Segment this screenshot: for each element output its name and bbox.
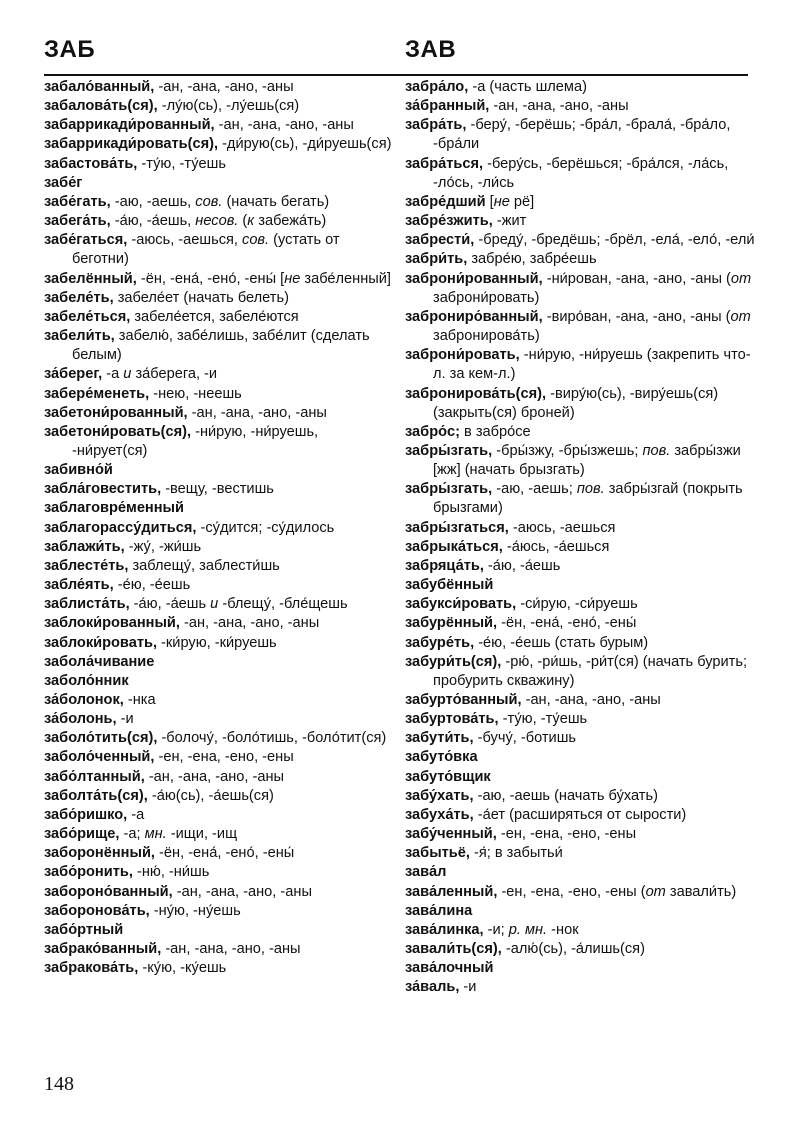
entry-text: -а́ю, -а́ешь: [129, 596, 211, 613]
entry-headword: за́бранный,: [405, 98, 490, 115]
entry-headword: забели́ть,: [44, 328, 115, 345]
entry-text: забры́зжи [жж] (начать брызгать): [433, 442, 745, 479]
dictionary-entry: [44, 289, 394, 308]
entry-text: -ан, -ана, -ано, -аны: [214, 117, 354, 134]
dictionary-entry: [405, 212, 755, 231]
dictionary-entry: [44, 385, 394, 404]
entry-text: забеле́ет (начать белеть): [113, 289, 289, 306]
entry-text: (: [238, 213, 248, 230]
entry-headword: забрако́ванный,: [44, 941, 162, 958]
entry-headword: зава́ленный,: [405, 883, 498, 900]
entry-headword: забастова́ть,: [44, 155, 138, 172]
dictionary-entry: [405, 710, 755, 729]
entry-text: забежа́ть): [254, 213, 327, 230]
dictionary-entry: [405, 193, 755, 212]
entry-headword: заболо́ченный,: [44, 749, 155, 766]
dictionary-entry: [405, 346, 755, 384]
dictionary-entry: [405, 921, 755, 940]
entry-text: -а́ю, -а́ешь,: [110, 213, 196, 230]
dictionary-entry: [44, 614, 394, 633]
entry-label: сов.: [195, 193, 223, 210]
left-column: [44, 78, 394, 978]
entry-text: -ищи, -ищ: [166, 826, 238, 843]
entry-headword: заблесте́ть,: [44, 557, 129, 574]
entry-headword: забивно́й: [44, 462, 113, 479]
dictionary-entry: [44, 135, 394, 154]
dictionary-entry: [405, 423, 755, 442]
entry-headword: за́болонь,: [44, 711, 117, 728]
dictionary-entry: [405, 538, 755, 557]
entry-text: -беру́, -берёшь; -бра́л, -брала́, -бра́ло, -бра́ли: [433, 117, 735, 153]
entry-text: -ан, -ана, -ано, -аны: [144, 768, 285, 785]
entry-text: -ан, -ана, -ано, -аны: [187, 404, 327, 421]
dictionary-entry: [44, 480, 394, 499]
entry-text: -ни́рую, -ни́руешь, -ни́рует(ся): [72, 423, 323, 459]
entry-headword: забо́рище,: [44, 826, 120, 843]
entry-text: -а́ет (расширяться от сырости): [473, 806, 687, 823]
entry-text: -нка: [123, 692, 156, 708]
entry-text: -аюсь, -аешься: [508, 519, 616, 536]
entry-label: и: [210, 596, 219, 613]
entry-headword: заборонова́ть,: [44, 902, 150, 919]
entry-headword: забрыка́ться,: [405, 538, 503, 555]
entry-text: -беру́сь, -берёшься; -бра́лся, -ла́сь, -ло́сь, -ли́сь: [433, 155, 733, 191]
entry-text: -ён, -ена́, -ено́, -ены́: [155, 845, 295, 862]
dictionary-entry: [405, 691, 755, 710]
entry-text: -ню́, -ни́шь: [132, 864, 210, 881]
entry-headword: забути́ть,: [405, 730, 474, 747]
entry-text: забе́ленный]: [300, 270, 391, 287]
entry-headword: забо́лтанный,: [44, 768, 145, 785]
dictionary-entry: [44, 883, 394, 902]
dictionary-entry: [44, 768, 394, 787]
dictionary-entry: [405, 768, 755, 787]
dictionary-entry: [44, 308, 394, 327]
dictionary-entry: [405, 825, 755, 844]
entry-headword: забурто́ванный,: [405, 692, 522, 708]
dictionary-entry: [405, 787, 755, 806]
dictionary-entry: [405, 385, 755, 423]
entry-text: в забро́се: [460, 423, 531, 440]
entry-headword: забурённый,: [405, 615, 498, 632]
dictionary-entry: [44, 519, 394, 538]
dictionary-entry: [405, 250, 755, 269]
entry-text: -виро́ван, -ана, -ано, -аны (: [542, 308, 731, 325]
entry-text: -ни́рован, -ана, -ано, -аны (: [542, 270, 731, 287]
entry-text: -аю, -аешь;: [492, 481, 577, 498]
entry-text: -нею, -неешь: [149, 385, 242, 402]
dictionary-entry: [405, 270, 755, 308]
dictionary-entry: [405, 844, 755, 863]
entry-text: -ну́ю, -ну́ешь: [149, 902, 241, 919]
entry-headword: забра́ло,: [405, 79, 469, 95]
entry-label: р. мн.: [508, 921, 548, 938]
entry-text: -блещу́, -бле́щешь: [218, 596, 348, 613]
entry-text: -е́ю, -е́ешь (стать бурым): [474, 634, 649, 651]
dictionary-entry: [44, 193, 394, 212]
entry-headword: заблоки́рованный,: [44, 615, 180, 632]
entry-headword: забе́гать,: [44, 193, 111, 210]
entry-text: -ни́рую, -ни́руешь (закрепить что-л. за кем-л.): [433, 347, 751, 383]
entry-text: -я́; в забытьи́: [469, 845, 563, 862]
dictionary-entry: [405, 959, 755, 978]
dictionary-entry: [44, 806, 394, 825]
dictionary-entry: [44, 212, 394, 231]
entry-text: -аюсь, -аешься,: [127, 232, 243, 249]
entry-text: -и: [116, 711, 134, 728]
dictionary-entry: [44, 499, 394, 518]
dictionary-entry: [405, 978, 755, 997]
entry-text: -ан, -ана, -ано, -аны: [161, 941, 301, 958]
entry-label: от: [730, 270, 752, 287]
dictionary-entry: [44, 174, 394, 193]
dictionary-entry: [405, 231, 755, 250]
running-head-left: ЗАБ: [44, 36, 96, 63]
entry-headword: забре́дший: [405, 193, 486, 210]
entry-headword: забетони́рованный,: [44, 404, 188, 421]
entry-text: рё]: [509, 193, 535, 210]
entry-label: пов.: [642, 442, 671, 459]
dictionary-entry: [44, 155, 394, 174]
dictionary-entry: [405, 748, 755, 767]
entry-headword: заблаговре́менный: [44, 500, 184, 517]
dictionary-entry: [405, 155, 755, 193]
dictionary-entry: [44, 97, 394, 116]
dictionary-entry: [405, 653, 755, 691]
entry-text: -бучу́, -ботишь: [473, 730, 577, 747]
entry-headword: забри́ть,: [405, 251, 468, 268]
entry-headword: заблиста́ть,: [44, 596, 130, 613]
dictionary-entry: [44, 327, 394, 365]
dictionary-entry: [405, 806, 755, 825]
entry-headword: зава́линка,: [405, 921, 484, 938]
dictionary-entry: [405, 902, 755, 921]
dictionary-entry: [44, 940, 394, 959]
entry-headword: завали́ть(ся),: [405, 941, 502, 958]
entry-headword: заблоки́ровать,: [44, 634, 157, 651]
entry-headword: заболта́ть(ся),: [44, 787, 148, 804]
entry-headword: забла́говестить,: [44, 481, 162, 498]
entry-headword: забороно́ванный,: [44, 883, 173, 900]
entry-headword: забу́ченный,: [405, 826, 497, 843]
dictionary-entry: [405, 576, 755, 595]
entry-text: -и;: [483, 921, 509, 938]
entry-headword: забеле́ть,: [44, 289, 114, 306]
entry-text: -ан, -ана, -ано, -аны: [489, 98, 629, 115]
entry-text: -а (часть шлема): [468, 79, 587, 95]
entry-label: сов.: [242, 232, 270, 249]
dictionary-entry: [405, 863, 755, 882]
dictionary-entry: [44, 653, 394, 672]
entry-headword: забро́с;: [405, 423, 460, 440]
entry-text: заблещу́, заблести́шь: [128, 557, 280, 574]
entry-headword: зава́лочный: [405, 960, 494, 977]
entry-headword: забу́хать,: [405, 787, 474, 804]
entry-text: -рю́, -ри́шь, -ри́т(ся) (начать бурить; пробурить скважину): [433, 653, 752, 689]
page-header: [44, 34, 748, 76]
entry-headword: забуто́вка: [405, 749, 478, 766]
dictionary-entry: [405, 519, 755, 538]
entry-headword: за́валь,: [405, 979, 460, 996]
dictionary-entry: [44, 78, 394, 97]
entry-headword: забаррикади́ровать(ся),: [44, 136, 219, 153]
entry-text: -ту́ю, -ту́ешь: [498, 711, 588, 728]
dictionary-entry: [405, 614, 755, 633]
entry-headword: заброниро́ванный,: [405, 308, 543, 325]
entry-headword: забуртова́ть,: [405, 711, 499, 728]
entry-headword: забе́гаться,: [44, 232, 128, 249]
entry-text: -ки́рую, -ки́руешь: [157, 634, 277, 651]
entry-text: завали́ть): [665, 883, 737, 900]
entry-headword: забури́ть(ся),: [405, 653, 502, 670]
dictionary-entry: [44, 921, 394, 940]
entry-headword: заблажи́ть,: [44, 538, 125, 555]
entry-text: -жит: [492, 213, 527, 230]
entry-headword: забо́ришко,: [44, 806, 128, 823]
dictionary-entry: [405, 78, 755, 97]
dictionary-entry: [44, 691, 394, 710]
entry-label: пов.: [576, 481, 605, 498]
entry-headword: забытьё,: [405, 845, 470, 862]
entry-headword: забле́ять,: [44, 577, 114, 594]
entry-text: -аю, -аешь (начать бу́хать): [473, 787, 658, 804]
entry-text: -ен, -ена, -ено, -ены: [154, 749, 294, 766]
entry-headword: забре́зжить,: [405, 213, 493, 230]
entry-headword: заболо́нник: [44, 672, 129, 689]
entry-headword: заболо́тить(ся),: [44, 730, 158, 747]
entry-text: -вещу, -вестишь: [161, 481, 274, 498]
entry-headword: заблагорассу́диться,: [44, 519, 197, 536]
entry-text: -а́юсь, -а́ешься: [502, 538, 610, 555]
right-column: [405, 78, 755, 998]
dictionary-entry: [44, 538, 394, 557]
entry-text: -болочу́, -боло́тишь, -боло́тит(ся): [157, 730, 387, 747]
entry-headword: за́болонок,: [44, 692, 124, 708]
dictionary-entry: [44, 423, 394, 461]
entry-text: забеле́ется, забеле́ются: [130, 308, 299, 325]
entry-text: -лу́ю(сь), -лу́ешь(ся): [157, 98, 300, 115]
entry-text: -си́рую, -си́руешь: [516, 596, 638, 613]
entry-text: -ан, -ана, -ано, -аны: [172, 883, 312, 900]
entry-text: -ку́ю, -ку́ешь: [138, 960, 227, 977]
dictionary-entry: [44, 710, 394, 729]
dictionary-entry: [44, 461, 394, 480]
entry-headword: забракова́ть,: [44, 960, 139, 977]
entry-text: -нок: [547, 921, 579, 938]
entry-text: -ан, -ана, -ано, -аны: [521, 692, 661, 708]
entry-text: за́берега, -и: [131, 366, 218, 383]
dictionary-entry: [44, 576, 394, 595]
dictionary-entry: [44, 729, 394, 748]
entry-text: (начать бегать): [222, 193, 330, 210]
entry-label: к: [247, 213, 255, 230]
dictionary-entry: [44, 863, 394, 882]
entry-text: забры́згай (покрыть брызгами): [433, 481, 747, 517]
dictionary-entry: [405, 595, 755, 614]
entry-headword: забало́ванный,: [44, 79, 155, 95]
entry-text: -алю́(сь), -а́лишь(ся): [501, 941, 645, 958]
entry-text: (устать от беготни): [72, 232, 344, 268]
dictionary-entry: [405, 883, 755, 902]
dictionary-entry: [44, 672, 394, 691]
entry-headword: забега́ть,: [44, 213, 111, 230]
dictionary-entry: [405, 729, 755, 748]
entry-headword: забо́ртный: [44, 921, 124, 938]
entry-text: -ён, -ена́, -ено́, -ены́ [: [136, 270, 285, 287]
entry-headword: заборонённый,: [44, 845, 155, 862]
entry-text: -ан, -ана, -ано, -аны: [179, 615, 320, 632]
entry-headword: забра́ть,: [405, 117, 467, 134]
entry-text: -жу́, -жи́шь: [124, 538, 202, 555]
entry-text: -ан, -ана, -ано, -аны: [154, 79, 294, 95]
entry-headword: забалова́ть(ся),: [44, 98, 158, 115]
entry-label: и: [123, 366, 132, 383]
entry-text: -а;: [119, 826, 145, 843]
dictionary-entry: [44, 231, 394, 269]
dictionary-entry: [405, 116, 755, 154]
dictionary-entry: [44, 595, 394, 614]
dictionary-entry: [405, 97, 755, 116]
entry-headword: за́берег,: [44, 366, 103, 383]
entry-headword: зава́л: [405, 864, 447, 881]
entry-label: не: [284, 270, 301, 287]
entry-text: -а́ю(сь), -а́ешь(ся): [147, 787, 274, 804]
page-number: 148: [44, 1073, 74, 1095]
entry-text: -ту́ю, -ту́ешь: [137, 155, 226, 172]
entry-text: -а: [102, 366, 124, 383]
dictionary-entry: [405, 442, 755, 480]
entry-headword: забра́ться,: [405, 155, 484, 172]
dictionary-entry: [44, 787, 394, 806]
entry-headword: забронирова́ть(ся),: [405, 385, 547, 402]
entry-headword: забубённый: [405, 577, 494, 594]
dictionary-entry: [44, 116, 394, 135]
entry-headword: заброни́рованный,: [405, 270, 543, 287]
entry-text: -су́дится; -су́дилось: [196, 519, 335, 536]
entry-headword: забры́згаться,: [405, 519, 509, 536]
entry-text: [: [485, 193, 494, 210]
entry-headword: забрести́,: [405, 232, 475, 249]
entry-headword: забелённый,: [44, 270, 137, 287]
dictionary-entry: [44, 825, 394, 844]
dictionary-entry: [405, 480, 755, 518]
dictionary-entry: [405, 557, 755, 576]
entry-headword: забуто́вщик: [405, 768, 491, 785]
entry-label: мн.: [144, 826, 167, 843]
entry-label: не: [493, 193, 510, 210]
entry-text: забронирова́ть): [433, 308, 755, 345]
entry-text: -бры́зжу, -бры́зжешь;: [492, 442, 643, 459]
dictionary-entry: [44, 844, 394, 863]
dictionary-entry: [44, 959, 394, 978]
dictionary-entry: [44, 634, 394, 653]
dictionary-entry: [44, 557, 394, 576]
entry-headword: забетони́ровать(ся),: [44, 423, 192, 440]
dictionary-entry: [44, 404, 394, 423]
entry-text: -а: [127, 806, 145, 823]
dictionary-entry: [405, 634, 755, 653]
entry-headword: забере́менеть,: [44, 385, 150, 402]
entry-text: -ён, -ена́, -ено́, -ены́: [497, 615, 637, 632]
entry-headword: забры́згать,: [405, 442, 493, 459]
dictionary-entry: [44, 270, 394, 289]
entry-text: -ди́рую(сь), -ди́руешь(ся): [218, 136, 392, 153]
entry-headword: забе́г: [44, 174, 83, 191]
entry-headword: забаррикади́рованный,: [44, 117, 215, 134]
entry-text: забелю́, забе́лишь, забе́лит (сделать белым): [72, 328, 374, 364]
entry-headword: зава́лина: [405, 902, 473, 919]
entry-headword: забеле́ться,: [44, 308, 131, 325]
entry-text: -а́ю, -а́ешь: [483, 557, 561, 574]
entry-text: -ен, -ена, -ено, -ены (: [497, 883, 646, 900]
dictionary-entry: [44, 902, 394, 921]
entry-text: -ен, -ена, -ено, -ены: [496, 826, 637, 843]
entry-label: от: [645, 883, 666, 900]
running-head-right: ЗАВ: [405, 36, 457, 63]
entry-text: заброни́ровать): [433, 270, 756, 306]
dictionary-entry: [405, 940, 755, 959]
entry-headword: забуре́ть,: [405, 634, 475, 651]
entry-text: забре́ю, забре́ешь: [467, 251, 597, 268]
entry-headword: забуха́ть,: [405, 806, 474, 823]
entry-label: несов.: [195, 213, 239, 230]
entry-headword: забры́згать,: [405, 481, 493, 498]
entry-headword: забо́ронить,: [44, 864, 133, 881]
entry-text: -аю, -аешь,: [110, 193, 196, 210]
dictionary-entry: [44, 365, 394, 384]
entry-text: -бреду́, -бредёшь; -брёл, -ела́, -ело́, -ели́: [474, 232, 755, 249]
entry-headword: заброни́ровать,: [405, 347, 520, 364]
entry-text: -е́ю, -е́ешь: [113, 577, 191, 594]
entry-headword: забряца́ть,: [405, 557, 484, 574]
dictionary-entry: [44, 748, 394, 767]
entry-headword: забукси́ровать,: [405, 596, 517, 613]
dictionary-entry: [405, 308, 755, 346]
entry-text: -виру́ю(сь), -виру́ешь(ся) (закрыть(ся) броней): [433, 385, 723, 421]
entry-headword: забола́чивание: [44, 653, 155, 670]
entry-label: от: [730, 308, 751, 325]
entry-text: -и: [459, 979, 477, 996]
